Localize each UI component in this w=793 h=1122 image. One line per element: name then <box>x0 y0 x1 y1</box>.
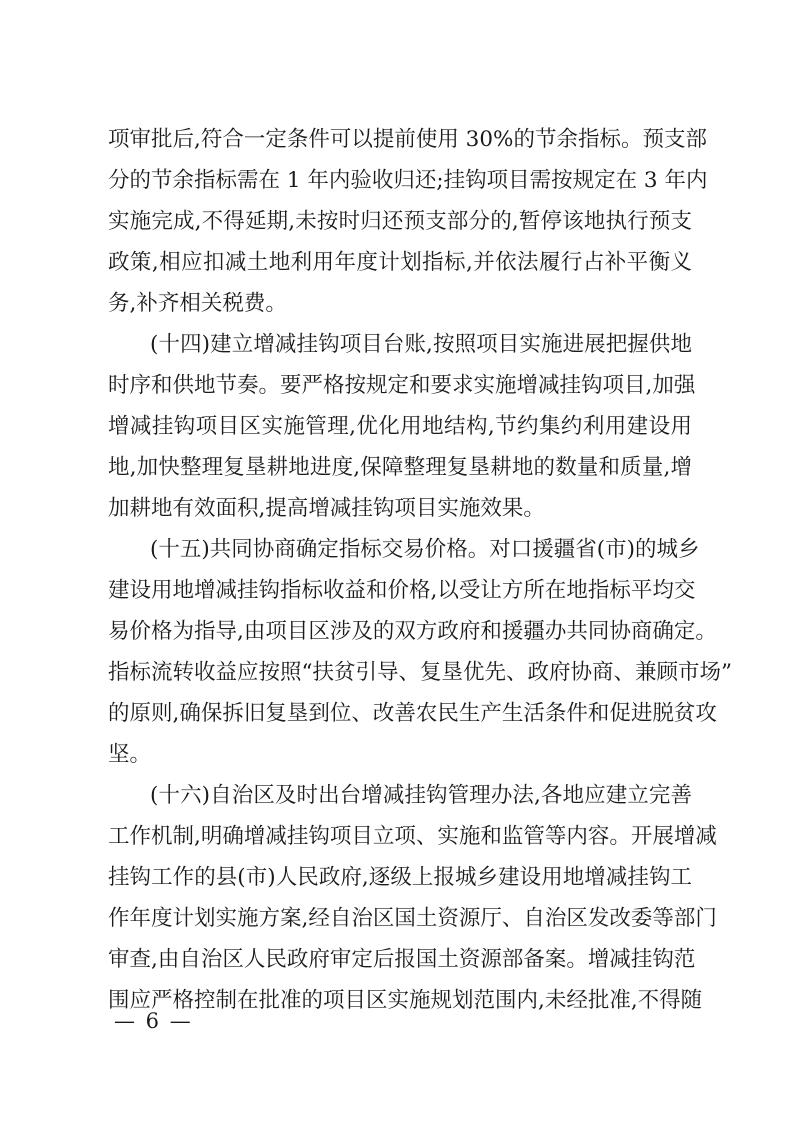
body-line-13: 易价格为指导,由项目区涉及的双方政府和援疆办共同协商确定。 <box>108 619 717 644</box>
body-line-20: 作年度计划实施方案,经自治区国土资源厅、自治区发改委等部门 <box>108 906 717 931</box>
body-line-15: 的原则,确保拆旧复垦到位、改善农民生产生活条件和促进脱贫攻 <box>108 701 717 726</box>
body-line-22: 围应严格控制在批准的项目区实施规划范围内,未经批准,不得随 <box>108 988 703 1013</box>
body-line-18: 工作机制,明确增减挂钩项目立项、实施和监管等内容。开展增减 <box>108 824 717 849</box>
body-line-17: (十六)自治区及时出台增减挂钩管理办法,各地应建立完善 <box>150 783 692 808</box>
body-line-8: 增减挂钩项目区实施管理,优化用地结构,节约集约利用建设用 <box>108 414 692 439</box>
body-line-12: 建设用地增减挂钩指标收益和价格,以受让方所在地指标平均交 <box>108 578 696 603</box>
body-line-21: 审查,由自治区人民政府审定后报国土资源部备案。增减挂钩范 <box>108 947 696 972</box>
body-line-2: 分的节余指标需在 1 年内验收归还;挂钩项目需按规定在 3 年内 <box>108 168 708 193</box>
body-line-14: 指标流转收益应按照“扶贫引导、复垦优先、政府协商、兼顾市场” <box>108 660 732 685</box>
body-line-4: 政策,相应扣减土地利用年度计划指标,并依法履行占补平衡义 <box>108 250 692 275</box>
body-line-5: 务,补齐相关税费。 <box>108 291 287 316</box>
body-line-11: (十五)共同协商确定指标交易价格。对口援疆省(市)的城乡 <box>150 537 700 562</box>
body-line-9: 地,加快整理复垦耕地进度,保障整理复垦耕地的数量和质量,增 <box>108 455 692 480</box>
body-line-3: 实施完成,不得延期,未按时归还预支部分的,暂停该地执行预支 <box>108 209 692 234</box>
body-line-10: 加耕地有效面积,提高增减挂钩项目实施效果。 <box>108 496 545 521</box>
body-line-16: 坚。 <box>108 742 152 767</box>
body-line-1: 项审批后,符合一定条件可以提前使用 30%的节余指标。预支部 <box>108 127 707 152</box>
body-line-7: 时序和供地节奏。要严格按规定和要求实施增减挂钩项目,加强 <box>108 373 696 398</box>
body-line-19: 挂钩工作的县(市)人民政府,逐级上报城乡建设用地增减挂钩工 <box>108 865 692 890</box>
body-line-6: (十四)建立增减挂钩项目台账,按照项目实施进展把握供地 <box>150 332 692 357</box>
page-number: — 6 — <box>114 1009 193 1033</box>
